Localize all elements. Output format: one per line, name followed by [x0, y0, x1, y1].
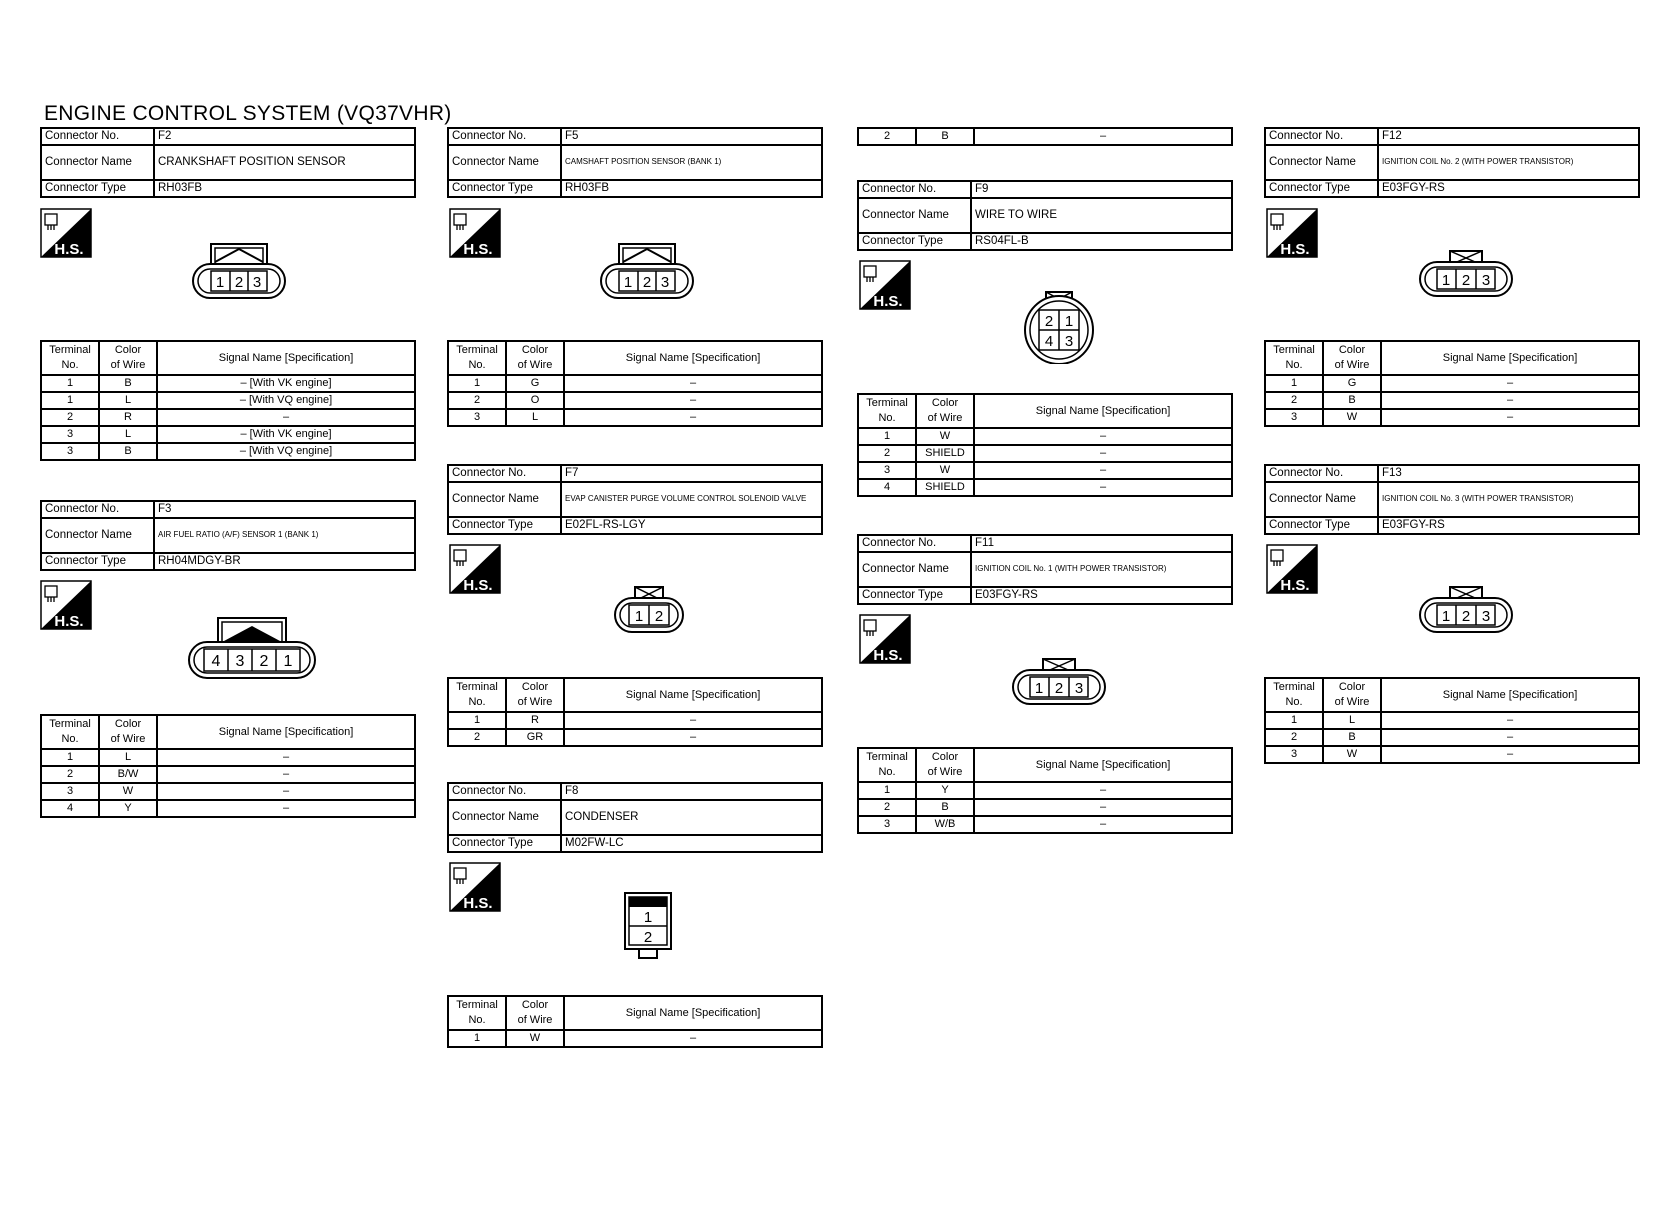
table-row: 1 B – [With VK engine]	[41, 375, 415, 392]
pin-label: 2	[654, 608, 664, 625]
pin-label: 1	[643, 909, 653, 926]
signal-header: Signal Name [Specification]	[1381, 341, 1639, 375]
connector-type-label: Connector Type	[858, 233, 971, 250]
table-row: 2 GR –	[448, 729, 822, 746]
connector-f5-terminal-table	[447, 340, 823, 427]
pin-label: 4	[211, 653, 221, 670]
color-header: Color of Wire	[916, 394, 974, 428]
connector-f3-face	[186, 614, 318, 684]
svg-text:H.S.: H.S.	[463, 895, 493, 912]
connector-f12-terminal-table	[1264, 340, 1640, 427]
table-row: 2 R –	[41, 409, 415, 426]
color-header: Color of Wire	[506, 678, 564, 712]
signal-header: Signal Name [Specification]	[564, 678, 822, 712]
table-row: 1 W –	[858, 428, 1232, 445]
connector-f12-face	[1417, 248, 1515, 300]
connector-name-label: Connector Name	[858, 198, 971, 233]
harness-side-icon	[40, 208, 92, 258]
terminal-header: Terminal No.	[1265, 341, 1323, 375]
connector-no-label: Connector No.	[448, 128, 561, 145]
table-row: 1 W –	[448, 1030, 822, 1047]
connector-name-value: IGNITION COIL No. 3 (WITH POWER TRANSISTOR)	[1378, 482, 1639, 517]
pin-label: 3	[235, 653, 245, 670]
harness-side-icon	[1266, 544, 1318, 594]
connector-type-label: Connector Type	[41, 180, 154, 197]
connector-f2-terminal-table	[40, 340, 416, 461]
pin-label: 3	[252, 274, 262, 291]
table-row: 3 W –	[41, 783, 415, 800]
connector-type-value: RH03FB	[561, 180, 822, 197]
table-row: 1 L – [With VQ engine]	[41, 392, 415, 409]
connector-type-value: E02FL-RS-LGY	[561, 517, 822, 534]
connector-name-value: CRANKSHAFT POSITION SENSOR	[154, 145, 415, 180]
connector-no-value: F8	[561, 783, 822, 800]
connector-no-value: F13	[1378, 465, 1639, 482]
table-row: 1 L –	[41, 749, 415, 766]
connector-f3-terminal-table	[40, 714, 416, 818]
harness-side-icon	[449, 544, 501, 594]
pin-label: 1	[215, 274, 225, 291]
connector-f7-info	[447, 464, 823, 535]
table-row: 2 B –	[1265, 392, 1639, 409]
connector-f13-info	[1264, 464, 1640, 535]
connector-name-label: Connector Name	[41, 518, 154, 553]
connector-name-value: CAMSHAFT POSITION SENSOR (BANK 1)	[561, 145, 822, 180]
connector-no-label: Connector No.	[1265, 128, 1378, 145]
harness-side-icon	[859, 614, 911, 664]
connector-no-value: F2	[154, 128, 415, 145]
connector-f13-face	[1417, 584, 1515, 636]
harness-side-icon	[40, 580, 92, 630]
harness-side-icon	[449, 208, 501, 258]
color-header: Color of Wire	[506, 341, 564, 375]
connector-no-label: Connector No.	[41, 128, 154, 145]
terminal-header: Terminal No.	[858, 394, 916, 428]
connector-type-label: Connector Type	[1265, 517, 1378, 534]
svg-text:H.S.: H.S.	[873, 647, 903, 664]
connector-f9-face	[1020, 290, 1098, 364]
connector-no-label: Connector No.	[858, 181, 971, 198]
harness-side-icon	[859, 260, 911, 310]
table-row: 2 B/W –	[41, 766, 415, 783]
connector-type-value: M02FW-LC	[561, 835, 822, 852]
signal-header: Signal Name [Specification]	[157, 341, 415, 375]
table-row: 2 SHIELD –	[858, 445, 1232, 462]
color-header: Color of Wire	[916, 748, 974, 782]
pin-label: 2	[642, 274, 652, 291]
svg-text:H.S.: H.S.	[1280, 241, 1310, 258]
table-row: 3 L – [With VK engine]	[41, 426, 415, 443]
terminal-header: Terminal No.	[448, 341, 506, 375]
table-row: 3 W/B –	[858, 816, 1232, 833]
connector-f8-continuation	[857, 127, 1233, 146]
table-row: 2 B –	[858, 128, 1232, 145]
connector-type-value: RH03FB	[154, 180, 415, 197]
connector-type-label: Connector Type	[1265, 180, 1378, 197]
signal-header: Signal Name [Specification]	[1381, 678, 1639, 712]
signal-header: Signal Name [Specification]	[157, 715, 415, 749]
pin-label: 3	[1074, 680, 1084, 697]
color-header: Color of Wire	[506, 996, 564, 1030]
terminal-header: Terminal No.	[1265, 678, 1323, 712]
connector-f2-face	[190, 240, 288, 304]
table-row: 3 W –	[1265, 746, 1639, 763]
pin-label: 1	[1064, 313, 1074, 330]
pin-label: 3	[1481, 608, 1491, 625]
terminal-header: Terminal No.	[41, 715, 99, 749]
connector-type-value: E03FGY-RS	[971, 587, 1232, 604]
connector-name-value: IGNITION COIL No. 1 (WITH POWER TRANSISTOR)	[971, 552, 1232, 587]
pin-label: 3	[660, 274, 670, 291]
table-row: 3 W –	[858, 462, 1232, 479]
table-row: 1 L –	[1265, 712, 1639, 729]
connector-type-value: RH04MDGY-BR	[154, 553, 415, 570]
terminal-header: Terminal No.	[448, 678, 506, 712]
pin-label: 2	[234, 274, 244, 291]
terminal-header: Terminal No.	[41, 341, 99, 375]
pin-label: 2	[1461, 272, 1471, 289]
table-row: 2 B –	[858, 799, 1232, 816]
connector-f7-terminal-table	[447, 677, 823, 747]
connector-type-value: RS04FL-B	[971, 233, 1232, 250]
connector-type-label: Connector Type	[448, 835, 561, 852]
pin-label: 2	[1054, 680, 1064, 697]
connector-f3-info	[40, 500, 416, 571]
table-row: 2 O –	[448, 392, 822, 409]
color-header: Color of Wire	[99, 715, 157, 749]
connector-f8-face	[621, 890, 675, 964]
connector-name-value: IGNITION COIL No. 2 (WITH POWER TRANSISTOR)	[1378, 145, 1639, 180]
color-header: Color of Wire	[1323, 341, 1381, 375]
svg-text:H.S.: H.S.	[873, 293, 903, 310]
pin-label: 1	[623, 274, 633, 291]
connector-no-label: Connector No.	[858, 535, 971, 552]
connector-no-value: F5	[561, 128, 822, 145]
connector-f11-terminal-table	[857, 747, 1233, 834]
connector-name-label: Connector Name	[448, 482, 561, 517]
svg-text:H.S.: H.S.	[463, 241, 493, 258]
connector-no-label: Connector No.	[448, 783, 561, 800]
connector-no-value: F11	[971, 535, 1232, 552]
svg-text:H.S.: H.S.	[54, 613, 84, 630]
connector-type-label: Connector Type	[858, 587, 971, 604]
connector-name-label: Connector Name	[448, 145, 561, 180]
connector-name-value: AIR FUEL RATIO (A/F) SENSOR 1 (BANK 1)	[154, 518, 415, 553]
pin-label: 2	[643, 929, 653, 946]
pin-label: 1	[1034, 680, 1044, 697]
signal-header: Signal Name [Specification]	[564, 341, 822, 375]
pin-label: 1	[634, 608, 644, 625]
connector-no-value: F9	[971, 181, 1232, 198]
connector-name-label: Connector Name	[858, 552, 971, 587]
connector-f2-info	[40, 127, 416, 198]
harness-side-icon	[1266, 208, 1318, 258]
harness-side-icon	[449, 862, 501, 912]
table-row: 3 L –	[448, 409, 822, 426]
connector-no-label: Connector No.	[448, 465, 561, 482]
connector-f9-info	[857, 180, 1233, 251]
pin-label: 2	[1461, 608, 1471, 625]
connector-f5-face	[598, 240, 696, 304]
connector-no-value: F12	[1378, 128, 1639, 145]
signal-header: Signal Name [Specification]	[974, 394, 1232, 428]
terminal-header: Terminal No.	[448, 996, 506, 1030]
color-header: Color of Wire	[99, 341, 157, 375]
connector-no-value: F7	[561, 465, 822, 482]
connector-name-label: Connector Name	[1265, 482, 1378, 517]
signal-header: Signal Name [Specification]	[974, 748, 1232, 782]
svg-text:H.S.: H.S.	[1280, 577, 1310, 594]
connector-name-label: Connector Name	[41, 145, 154, 180]
connector-no-label: Connector No.	[41, 501, 154, 518]
connector-f11-info	[857, 534, 1233, 605]
connector-type-label: Connector Type	[448, 180, 561, 197]
table-row: 1 G –	[448, 375, 822, 392]
connector-name-value: WIRE TO WIRE	[971, 198, 1232, 233]
signal-header: Signal Name [Specification]	[564, 996, 822, 1030]
table-row: 3 B – [With VQ engine]	[41, 443, 415, 460]
connector-type-value: E03FGY-RS	[1378, 517, 1639, 534]
pin-label: 2	[259, 653, 269, 670]
pin-label: 4	[1044, 333, 1054, 350]
pin-label: 1	[283, 653, 293, 670]
table-row: 1 Y –	[858, 782, 1232, 799]
connector-f5-info	[447, 127, 823, 198]
connector-no-label: Connector No.	[1265, 465, 1378, 482]
pin-label: 3	[1481, 272, 1491, 289]
connector-name-value: EVAP CANISTER PURGE VOLUME CONTROL SOLENOID VALVE	[561, 482, 822, 517]
connector-name-label: Connector Name	[448, 800, 561, 835]
connector-type-label: Connector Type	[448, 517, 561, 534]
connector-type-value: E03FGY-RS	[1378, 180, 1639, 197]
connector-name-value: CONDENSER	[561, 800, 822, 835]
color-header: Color of Wire	[1323, 678, 1381, 712]
connector-f11-face	[1010, 656, 1108, 708]
connector-name-label: Connector Name	[1265, 145, 1378, 180]
pin-label: 2	[1044, 313, 1054, 330]
connector-type-label: Connector Type	[41, 553, 154, 570]
pin-label: 1	[1441, 608, 1451, 625]
connector-f9-terminal-table	[857, 393, 1233, 497]
connector-f8-info	[447, 782, 823, 853]
connector-f7-face	[612, 584, 686, 636]
connector-no-value: F3	[154, 501, 415, 518]
connector-f13-terminal-table	[1264, 677, 1640, 764]
table-row: 1 R –	[448, 712, 822, 729]
table-row: 2 B –	[1265, 729, 1639, 746]
table-row: 4 Y –	[41, 800, 415, 817]
pin-label: 3	[1064, 333, 1074, 350]
table-row: 4 SHIELD –	[858, 479, 1232, 496]
connector-f8-terminal-table	[447, 995, 823, 1048]
table-row: 1 G –	[1265, 375, 1639, 392]
connector-f12-info	[1264, 127, 1640, 198]
page-title: ENGINE CONTROL SYSTEM (VQ37VHR)	[44, 102, 452, 125]
pin-label: 1	[1441, 272, 1451, 289]
terminal-header: Terminal No.	[858, 748, 916, 782]
table-row: 3 W –	[1265, 409, 1639, 426]
svg-text:H.S.: H.S.	[54, 241, 84, 258]
svg-text:H.S.: H.S.	[463, 577, 493, 594]
